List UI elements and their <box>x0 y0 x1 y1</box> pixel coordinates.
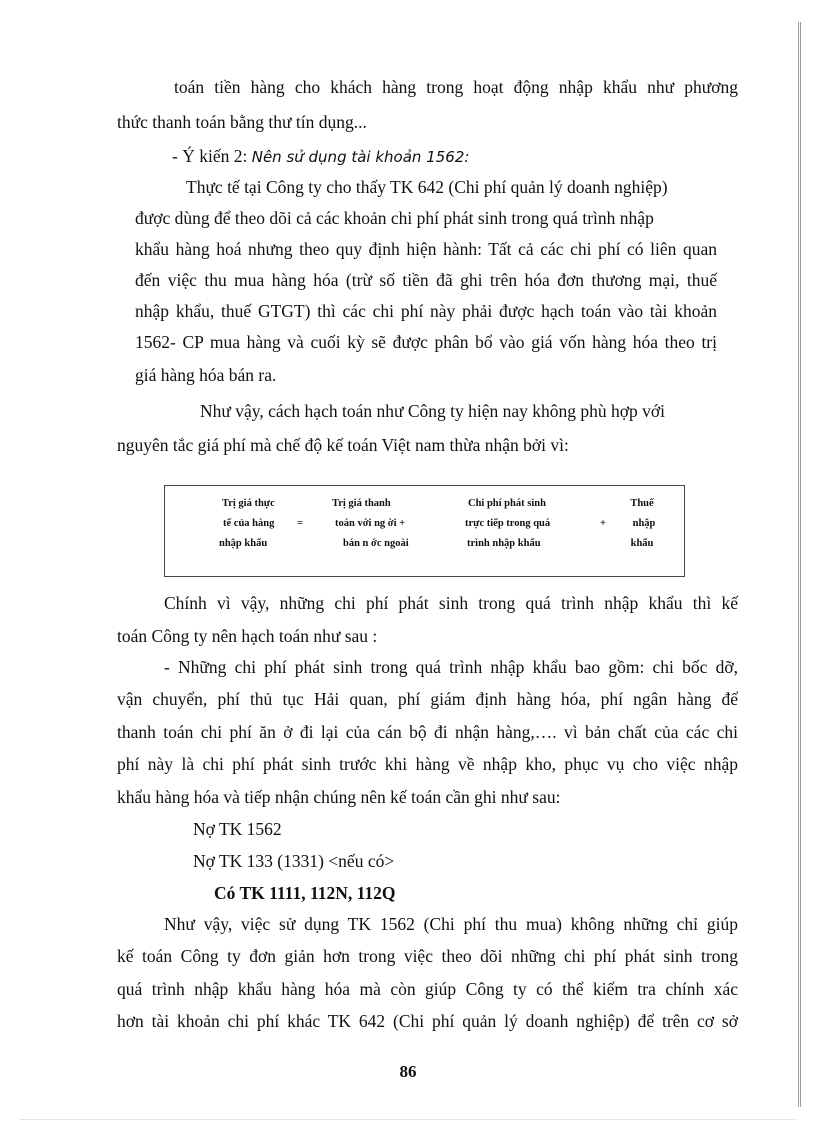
formula-term-payment: Trị giá thanh toán với ng ời + bán n ớc ngoài <box>332 498 409 549</box>
opinion-label: - Ý kiến 2: <box>172 146 252 166</box>
text-line: giá hàng hóa bán ra. <box>135 365 277 385</box>
opinion-heading <box>172 145 469 168</box>
text-line: Chính vì vậy, những chi phí phát sinh trong quá trình nhập khẩu thì kế <box>164 593 738 613</box>
text-line: thanh toán chi phí ăn ở đi lại của cán bộ đi nhận hàng,…. vì bản chất của các chi <box>117 722 738 742</box>
opinion-title: Nên sử dụng tài khoản 1562: <box>251 148 470 166</box>
page-bottom-rule <box>20 1119 796 1120</box>
journal-debit-1562: Nợ TK 1562 <box>193 819 282 839</box>
formula-term-import-tax: Thuế nhập khẩu <box>630 498 656 549</box>
text-line: được dùng để theo dõi cả các khoản chi phí phát sinh trong quá trình nhập <box>135 208 654 228</box>
formula-term-direct-costs: Chi phí phát sinh trực tiếp trong quá trình nhập khẩu <box>465 498 551 549</box>
text-line: hơn tài khoản chi phí khác TK 642 (Chi phí quản lý doanh nghiệp) để trên cơ sở <box>117 1011 738 1031</box>
text-line: khẩu hàng hóa và tiếp nhận chúng nên kế toán cần ghi như sau: <box>117 787 561 807</box>
text-line: vận chuyển, phí thủ tục Hải quan, phí giám định hàng hóa, phí ngân hàng để <box>117 689 738 709</box>
text-line: đến việc thu mua hàng hóa (trừ số tiền đã ghi trên hóa đơn thương mại, thuế <box>135 270 717 290</box>
text-line: nguyên tắc giá phí mà chế độ kế toán Việt nam thừa nhận bởi vì: <box>117 435 569 455</box>
text-line: Như vậy, việc sử dụng TK 1562 (Chi phí thu mua) không những chỉ giúp <box>164 914 738 934</box>
cost-formula-box <box>164 485 685 577</box>
text-line: quá trình nhập khẩu hàng hóa mà còn giúp Công ty có thể kiểm tra chính xác <box>117 979 738 999</box>
text-line: kế toán Công ty đơn giản hơn trong việc theo dõi những chi phí phát sinh trong <box>117 946 738 966</box>
text-line: thức thanh toán bằng thư tín dụng... <box>117 112 367 132</box>
journal-credit: Có TK 1111, 112N, 112Q <box>214 883 396 903</box>
journal-debit-133: Nợ TK 133 (1331) <nếu có> <box>193 851 395 871</box>
text-line: toán Công ty nên hạch toán như sau : <box>117 626 378 646</box>
text-line: nhập khẩu, thuế GTGT) thì các chi phí này phải được hạch toán vào tài khoản <box>135 301 717 321</box>
text-line: toán tiền hàng cho khách hàng trong hoạt động nhập khẩu như phương <box>174 77 738 97</box>
text-line: Như vậy, cách hạch toán như Công ty hiện nay không phù hợp với <box>200 401 666 421</box>
text-line: - Những chi phí phát sinh trong quá trình nhập khẩu bao gồm: chi bốc dỡ, <box>164 657 738 677</box>
text-line: 1562- CP mua hàng và cuối kỳ sẽ được phân bổ vào giá vốn hàng hóa theo trị <box>135 332 717 352</box>
formula-plus: + <box>600 518 606 529</box>
formula-term-import-value: Trị giá thực tế của hàng nhập khẩu <box>219 498 275 549</box>
text-line: Thực tế tại Công ty cho thấy TK 642 (Chi phí quản lý doanh nghiệp) <box>186 177 668 197</box>
formula-equals: = <box>297 518 303 529</box>
text-line: phí này là chi phí phát sinh trước khi hàng về nhập kho, phục vụ cho việc nhập <box>117 754 738 774</box>
text-line: khẩu hàng hoá nhưng theo quy định hiện hành: Tất cả các chi phí có liên quan <box>135 239 717 259</box>
page-number: 86 <box>399 1062 417 1081</box>
